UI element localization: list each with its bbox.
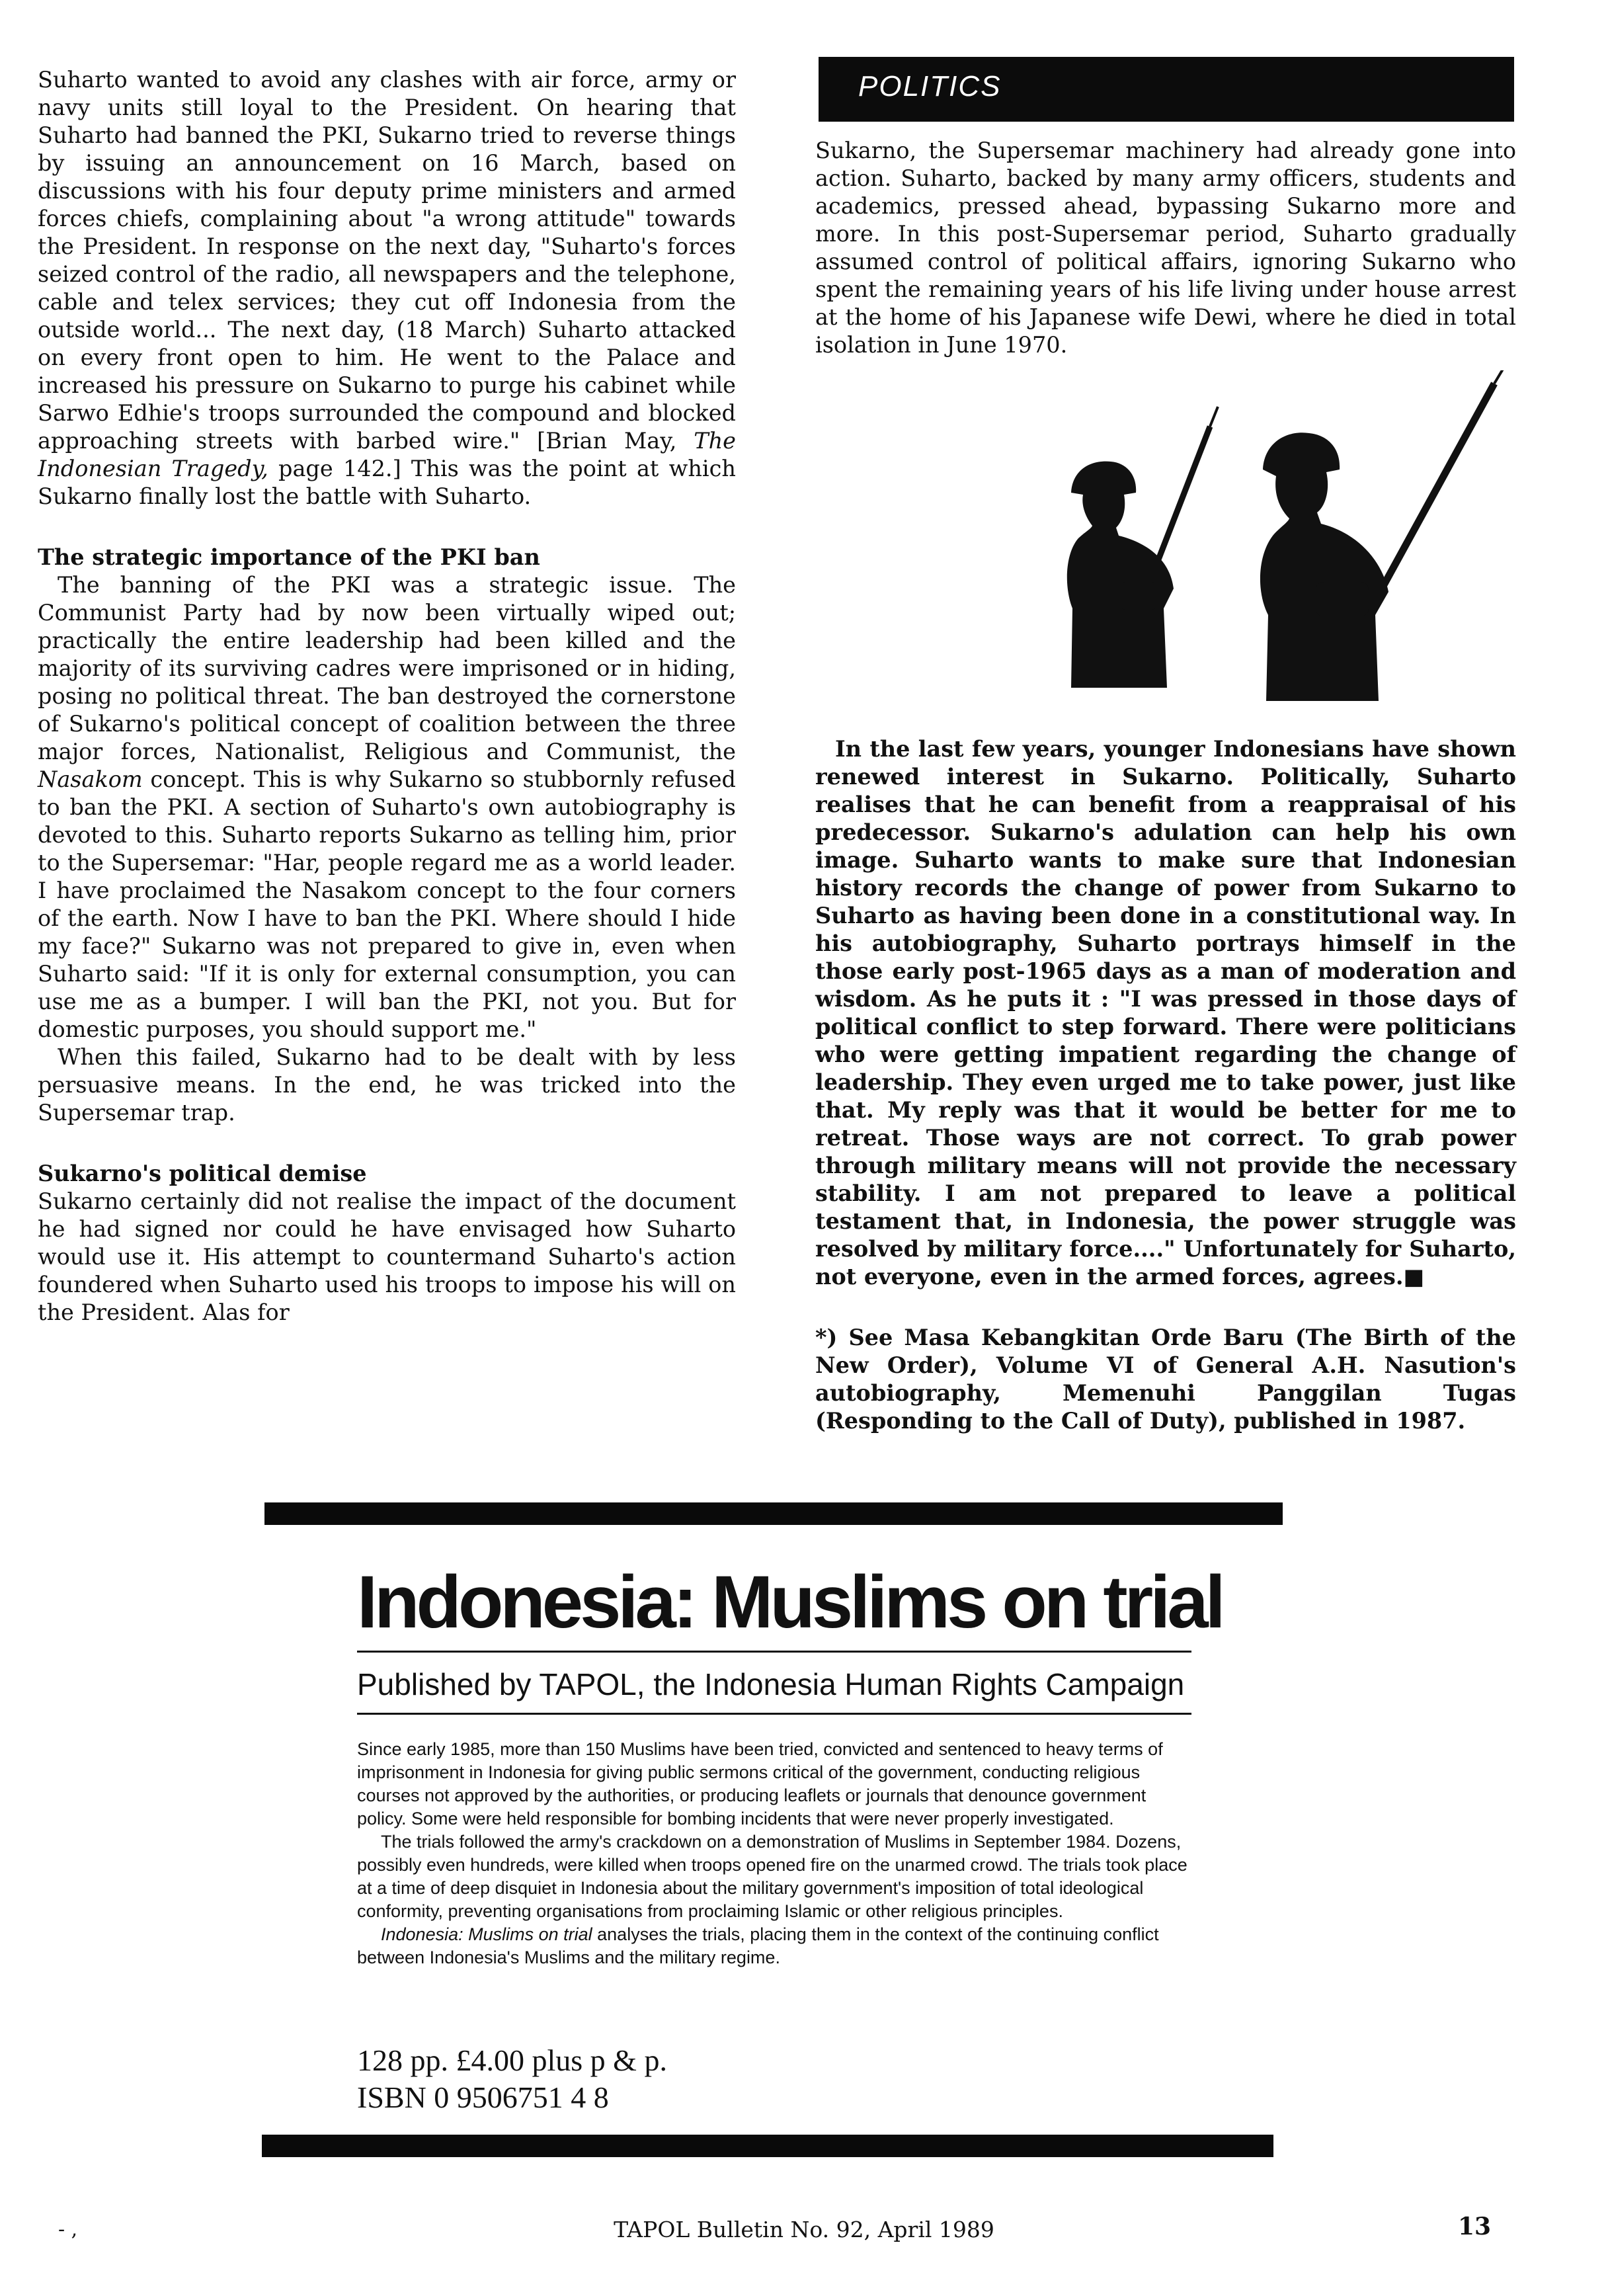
- nasakom-term: Nasakom: [38, 766, 143, 792]
- advert-body-paragraph-3: Indonesia: Muslims on trial analyses the trials, placing them in the context of the continuing conflict between Indonesia's Muslims and the military regime.: [357, 1924, 1159, 1967]
- advert-title: Indonesia: Muslims on trial: [357, 1561, 1223, 1643]
- footnote: *) See Masa Kebangkitan Orde Baru (The Birth of the New Order), Volume VI of General A.H. Nasution's autobiography, Memenuhi Panggilan Tugas (Responding to the Call of Duty), published in 1987.: [815, 1325, 1516, 1434]
- advert-price-block: [357, 2042, 667, 2116]
- page-number: 13: [1458, 2213, 1492, 2240]
- book-title: The Indonesian Tragedy,: [38, 428, 736, 481]
- advert-body-paragraph-2: The trials followed the army's crackdown on a demonstration of Muslims in September 1984. Dozens, possibly even hundreds, were killed when troops opened fire on the unarmed crowd. The trials took place at a time of deep disquiet in Indonesia about the military government's imposition of total ideological conformity, preventing organisations from proclaiming Islamic or other religious principles.: [357, 1832, 1187, 1921]
- left-paragraph-2: The banning of the PKI was a strategic issue. The Communist Party had by now been virtually wiped out; practically the entire leadership had been killed and the majority of its surviving cadres were imprisoned or in hiding, posing no political threat. The ban destroyed the cornerstone of Sukarno's political concept of coalition between the three major forces, Nationalist, Religious and Communist, the Nasakom concept. This is why Sukarno so stubbornly refused to ban the PKI. A section of Suharto's own autobiography is devoted to this. Suharto reports Sukarno as telling him, prior to the Supersemar: "Har, people regard me as a world leader. I have proclaimed the Nasakom concept to the four corners of the earth. Now I have to ban the PKI. Where should I hide my face?" Sukarno was not prepared to give in, even when Suharto said: "If it is only for external consumption, you can use me as a bumper. I will ban the PKI, not you. But for domestic purposes, you should support me.": [38, 572, 736, 1042]
- left-paragraph-1: Suharto wanted to avoid any clashes with air force, army or navy units still loyal to the President. On hearing that Suharto had banned the PKI, Sukarno tried to reverse things by issuing an announcement on 16 March, based on discussions with his four deputy prime ministers and armed forces chiefs, complaining about "a wrong attitude" towards the President. In response on the next day, "Suharto's forces seized control of the radio, all newspapers and the telephone, cable and telex services; they cut off Indonesia from the outside world... The next day, (18 March) Suharto attacked on every front open to him. He went to the Palace and increased his pressure on Sukarno to purge his cabinet while Sarwo Edhie's troops surrounded the compound and blocked approaching streets with barbed wire." [Brian May, The Indonesian Tragedy, page 142.] This was the point at which Sukarno finally lost the battle with Suharto.: [38, 67, 736, 509]
- advert-body: [357, 1738, 1191, 1969]
- right-paragraph-1: Sukarno, the Supersemar machinery had already gone into action. Suharto, backed by many army officers, students and academics, pressed ahead, bypassing Sukarno more and more. In this post-Supersemar period, Suharto gradually assumed control of political affairs, ignoring Sukarno who spent the remaining years of his life living under house arrest at the home of his Japanese wife Dewi, where he died in total isolation in June 1970.: [815, 138, 1516, 358]
- advert-price: 128 pp. £4.00 plus p & p.: [357, 2043, 667, 2077]
- advert-subtitle: Published by TAPOL, the Indonesia Human Rights Campaign: [357, 1667, 1185, 1702]
- right-column-bottom: [815, 735, 1516, 1435]
- soldiers-illustration: [1045, 370, 1521, 701]
- soldier-left-silhouette: [1067, 407, 1218, 688]
- section-label: POLITICS: [858, 70, 1002, 102]
- footer-publication-line: TAPOL Bulletin No. 92, April 1989: [614, 2217, 994, 2242]
- right-column-top: [815, 137, 1516, 359]
- soldier-right-silhouette: [1260, 370, 1504, 701]
- left-paragraph-4: Sukarno certainly did not realise the impact of the document he had signed nor could he have envisaged how Suharto would use it. His attempt to countermand Suharto's action foundered when Suharto used his troops to impose his will on the President. Alas for: [38, 1188, 736, 1325]
- advert-isbn: ISBN 0 9506751 4 8: [357, 2080, 609, 2114]
- heading-pki-ban: The strategic importance of the PKI ban: [38, 544, 540, 570]
- advert-bottom-rule: [262, 2135, 1273, 2157]
- corner-marks: - ,: [58, 2218, 78, 2241]
- advert-book-title: Indonesia: Muslims on trial: [381, 1924, 592, 1944]
- heading-political-demise: Sukarno's political demise: [38, 1161, 367, 1186]
- advert-top-rule: [264, 1502, 1283, 1525]
- advert-subtitle-underline: [357, 1713, 1191, 1715]
- section-banner: [819, 57, 1514, 122]
- advert-title-underline: [357, 1651, 1191, 1653]
- end-mark: ■: [1403, 1264, 1425, 1290]
- left-paragraph-3: When this failed, Sukarno had to be dealt with by less persuasive means. In the end, he was tricked into the Supersemar trap.: [38, 1044, 736, 1126]
- advert-body-paragraph-1: Since early 1985, more than 150 Muslims have been tried, convicted and sentenced to heavy terms of imprisonment in Indonesia for giving public sermons critical of the government, conducting religious courses not approved by the authorities, or producing leaflets or journals that denounce government policy. Some were held responsible for bombing incidents that were never properly investigated.: [357, 1739, 1163, 1828]
- right-paragraph-2: In the last few years, younger Indonesians have shown renewed interest in Sukarno. Politically, Suharto realises that he can benefit from a reappraisal of his predecessor. Sukarno's adulation can help his own image. Suharto wants to make sure that Indonesian history records the change of power from Sukarno to Suharto as having been done in a constitutional way. In his autobiography, Suharto portrays himself in the those early post-1965 days as a man of moderation and wisdom. As he puts it : "I was pressed in those days of political conflict to step forward. There were politicians who were getting impatient regarding the change of leadership. They even urged me to take power, just like that. My reply was that it would be better for me to retreat. Those ways are not correct. To grab power through military means will not provide the necessary stability. I am not prepared to leave a political testament that, in Indonesia, the power struggle was resolved by military force...." Unfortunately for Suharto, not everyone, even in the armed forces, agrees.■: [815, 736, 1516, 1290]
- left-column: [38, 66, 736, 1327]
